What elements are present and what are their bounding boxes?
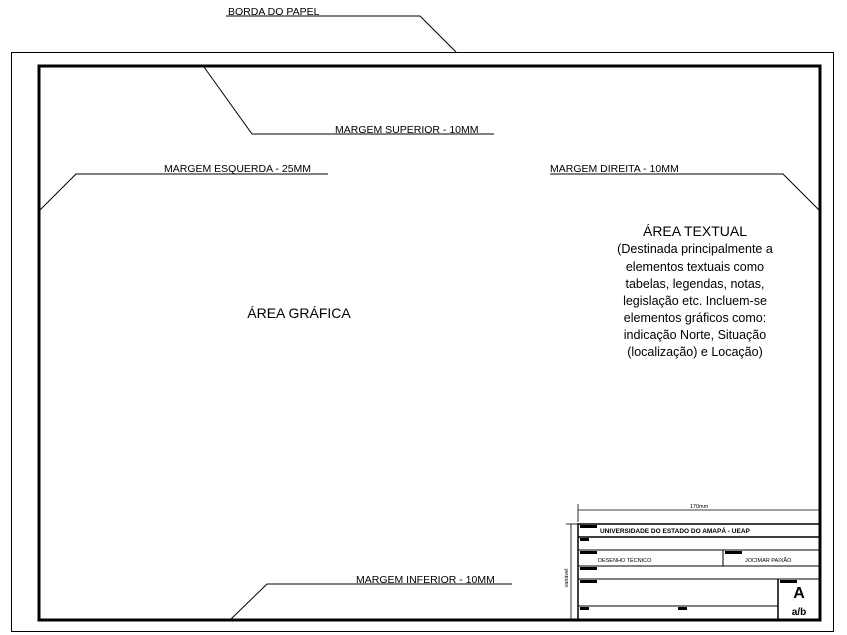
sheet-format: A [793,585,805,602]
text-area-title: ÁREA TEXTUAL [642,223,748,239]
institution-name: UNIVERSIDADE DO ESTADO DO AMAPÁ - UEAP [600,528,750,535]
paper-edge [12,53,834,632]
discipline-name: DESENHO TÉCNICO [598,558,652,564]
text-area [617,223,773,359]
bottom-margin-leader [231,584,512,619]
width-dimension-label: 170mm [689,504,709,510]
right-margin-label: MARGEM DIREITA - 10MM [550,163,679,175]
title-block-grid [578,524,820,620]
text-area-line: indicação Norte, Situação [623,328,767,342]
text-area-line: (Destinada principalmente a [617,242,773,256]
text-area-line: elementos gráficos como: [623,311,767,325]
title-block [564,504,820,620]
top-margin-label: MARGEM SUPERIOR - 10MM [335,124,479,136]
paper-edge-label: BORDA DO PAPEL [228,6,320,18]
sheet-number: a/b [791,607,807,618]
text-area-line: (localização) e Locação) [627,345,763,359]
text-area-line: legislação etc. Incluem-se [623,294,767,308]
paper-edge-leader [226,16,456,52]
graphic-area-title: ÁREA GRÁFICA [247,305,351,321]
text-area-line: tabelas, legendas, notas, [625,277,765,291]
height-dimension-label: variável [564,568,570,588]
author-name: JOCIMAR PAIXÃO [745,558,792,564]
bottom-margin-label: MARGEM INFERIOR - 10MM [356,574,495,586]
left-margin-label: MARGEM ESQUERDA - 25MM [164,163,312,175]
left-margin-leader [40,174,328,210]
text-area-line: elementos textuais como [625,260,765,274]
right-margin-leader [550,174,819,210]
